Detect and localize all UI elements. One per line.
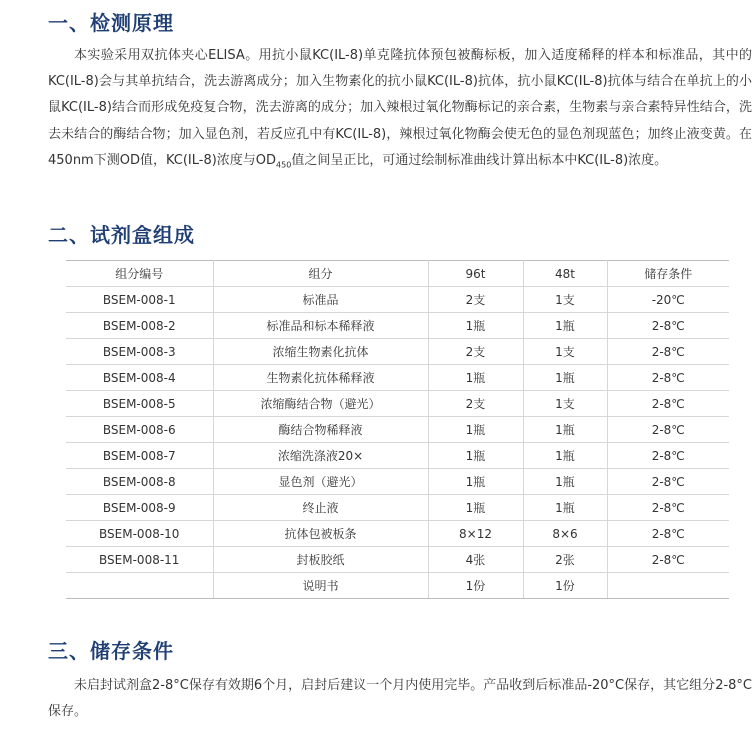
cell-storage [607,573,729,599]
cell-48t: 1支 [523,391,607,417]
table-body [66,287,729,599]
cell-component: 封板胶纸 [213,547,428,573]
cell-id: BSEM-008-8 [66,469,213,495]
cell-48t: 1瓶 [523,495,607,521]
section-principle-title: 一、检测原理 [48,11,174,35]
cell-storage: 2-8℃ [607,339,729,365]
cell-96t: 2支 [428,287,523,313]
table-header-row [66,261,729,287]
table-row [66,469,729,495]
cell-id [66,573,213,599]
cell-48t: 2张 [523,547,607,573]
header-component: 组分 [213,261,428,287]
cell-id: BSEM-008-1 [66,287,213,313]
cell-component: 说明书 [213,573,428,599]
cell-96t: 8×12 [428,521,523,547]
cell-storage: 2-8℃ [607,443,729,469]
cell-96t: 1瓶 [428,495,523,521]
cell-96t: 1瓶 [428,469,523,495]
section-storage-title: 三、储存条件 [48,639,174,663]
cell-96t: 2支 [428,339,523,365]
cell-component: 生物素化抗体稀释液 [213,365,428,391]
header-48t: 48t [523,261,607,287]
cell-id: BSEM-008-11 [66,547,213,573]
cell-48t: 1瓶 [523,443,607,469]
cell-id: BSEM-008-4 [66,365,213,391]
cell-48t: 1份 [523,573,607,599]
cell-component: 标准品和标本稀释液 [213,313,428,339]
table-row [66,521,729,547]
cell-storage: 2-8℃ [607,495,729,521]
cell-storage: 2-8℃ [607,547,729,573]
cell-storage: 2-8℃ [607,365,729,391]
od-subscript: 450 [276,160,292,170]
cell-component: 标准品 [213,287,428,313]
table-row [66,573,729,599]
table-row [66,495,729,521]
cell-96t: 1份 [428,573,523,599]
cell-component: 酶结合物稀释液 [213,417,428,443]
cell-id: BSEM-008-5 [66,391,213,417]
principle-paragraph [48,43,752,174]
cell-48t: 1瓶 [523,417,607,443]
cell-96t: 1瓶 [428,417,523,443]
cell-96t: 2支 [428,391,523,417]
principle-text: 本实验采用双抗体夹心ELISA。用抗小鼠KC(IL-8)单克隆抗体预包被酶标板，加入适度稀释的样本和标准品，其中的KC(IL-8)会与其单抗结合，洗去游离成分；加入生物素化的抗小鼠KC(IL-8)抗体，抗小鼠KC(IL-8)抗体与结合在单抗上的小鼠KC(IL-8)结合而形成免疫复合物，洗去游离的成分；加入辣根过氧化物酶标记的亲合素，生物素与亲合素特异性结合，洗去未结合的酶结合物；加入显色剂，若反应孔中有KC(IL-8)，辣根过氧化物酶会使无色的显色剂现蓝色；加终止液变黄。在450nm下测OD值，KC(IL-8)浓度与OD [48,48,752,168]
cell-component: 浓缩洗涤液20× [213,443,428,469]
table-row [66,417,729,443]
cell-48t: 1瓶 [523,365,607,391]
cell-id: BSEM-008-10 [66,521,213,547]
section-kit-title: 二、试剂盒组成 [48,223,195,247]
cell-storage: 2-8℃ [607,521,729,547]
principle-text-end: 值之间呈正比，可通过绘制标准曲线计算出标本中KC(IL-8)浓度。 [291,152,668,168]
table-row [66,339,729,365]
cell-component: 浓缩酶结合物（避光） [213,391,428,417]
cell-component: 显色剂（避光） [213,469,428,495]
kit-components-table [66,260,729,599]
cell-48t: 1瓶 [523,313,607,339]
cell-96t: 4张 [428,547,523,573]
cell-storage: 2-8℃ [607,469,729,495]
cell-96t: 1瓶 [428,365,523,391]
table-row [66,313,729,339]
cell-component: 浓缩生物素化抗体 [213,339,428,365]
cell-48t: 1支 [523,339,607,365]
cell-id: BSEM-008-7 [66,443,213,469]
cell-id: BSEM-008-3 [66,339,213,365]
cell-storage: 2-8℃ [607,313,729,339]
cell-48t: 8×6 [523,521,607,547]
table-row [66,287,729,313]
table-row [66,365,729,391]
cell-storage: 2-8℃ [607,391,729,417]
header-id: 组分编号 [66,261,213,287]
cell-component: 终止液 [213,495,428,521]
cell-48t: 1瓶 [523,469,607,495]
table-row [66,391,729,417]
header-96t: 96t [428,261,523,287]
cell-storage: 2-8℃ [607,417,729,443]
table-row [66,443,729,469]
cell-id: BSEM-008-2 [66,313,213,339]
header-storage: 储存条件 [607,261,729,287]
cell-96t: 1瓶 [428,443,523,469]
storage-paragraph: 未启封试剂盒2-8°C保存有效期6个月，启封后建议一个月内使用完毕。产品收到后标准品-20°C保存，其它组分2-8°C保存。 [48,678,752,720]
cell-id: BSEM-008-6 [66,417,213,443]
cell-component: 抗体包被板条 [213,521,428,547]
cell-48t: 1支 [523,287,607,313]
cell-storage: -20℃ [607,287,729,313]
table-row [66,547,729,573]
cell-id: BSEM-008-9 [66,495,213,521]
cell-96t: 1瓶 [428,313,523,339]
